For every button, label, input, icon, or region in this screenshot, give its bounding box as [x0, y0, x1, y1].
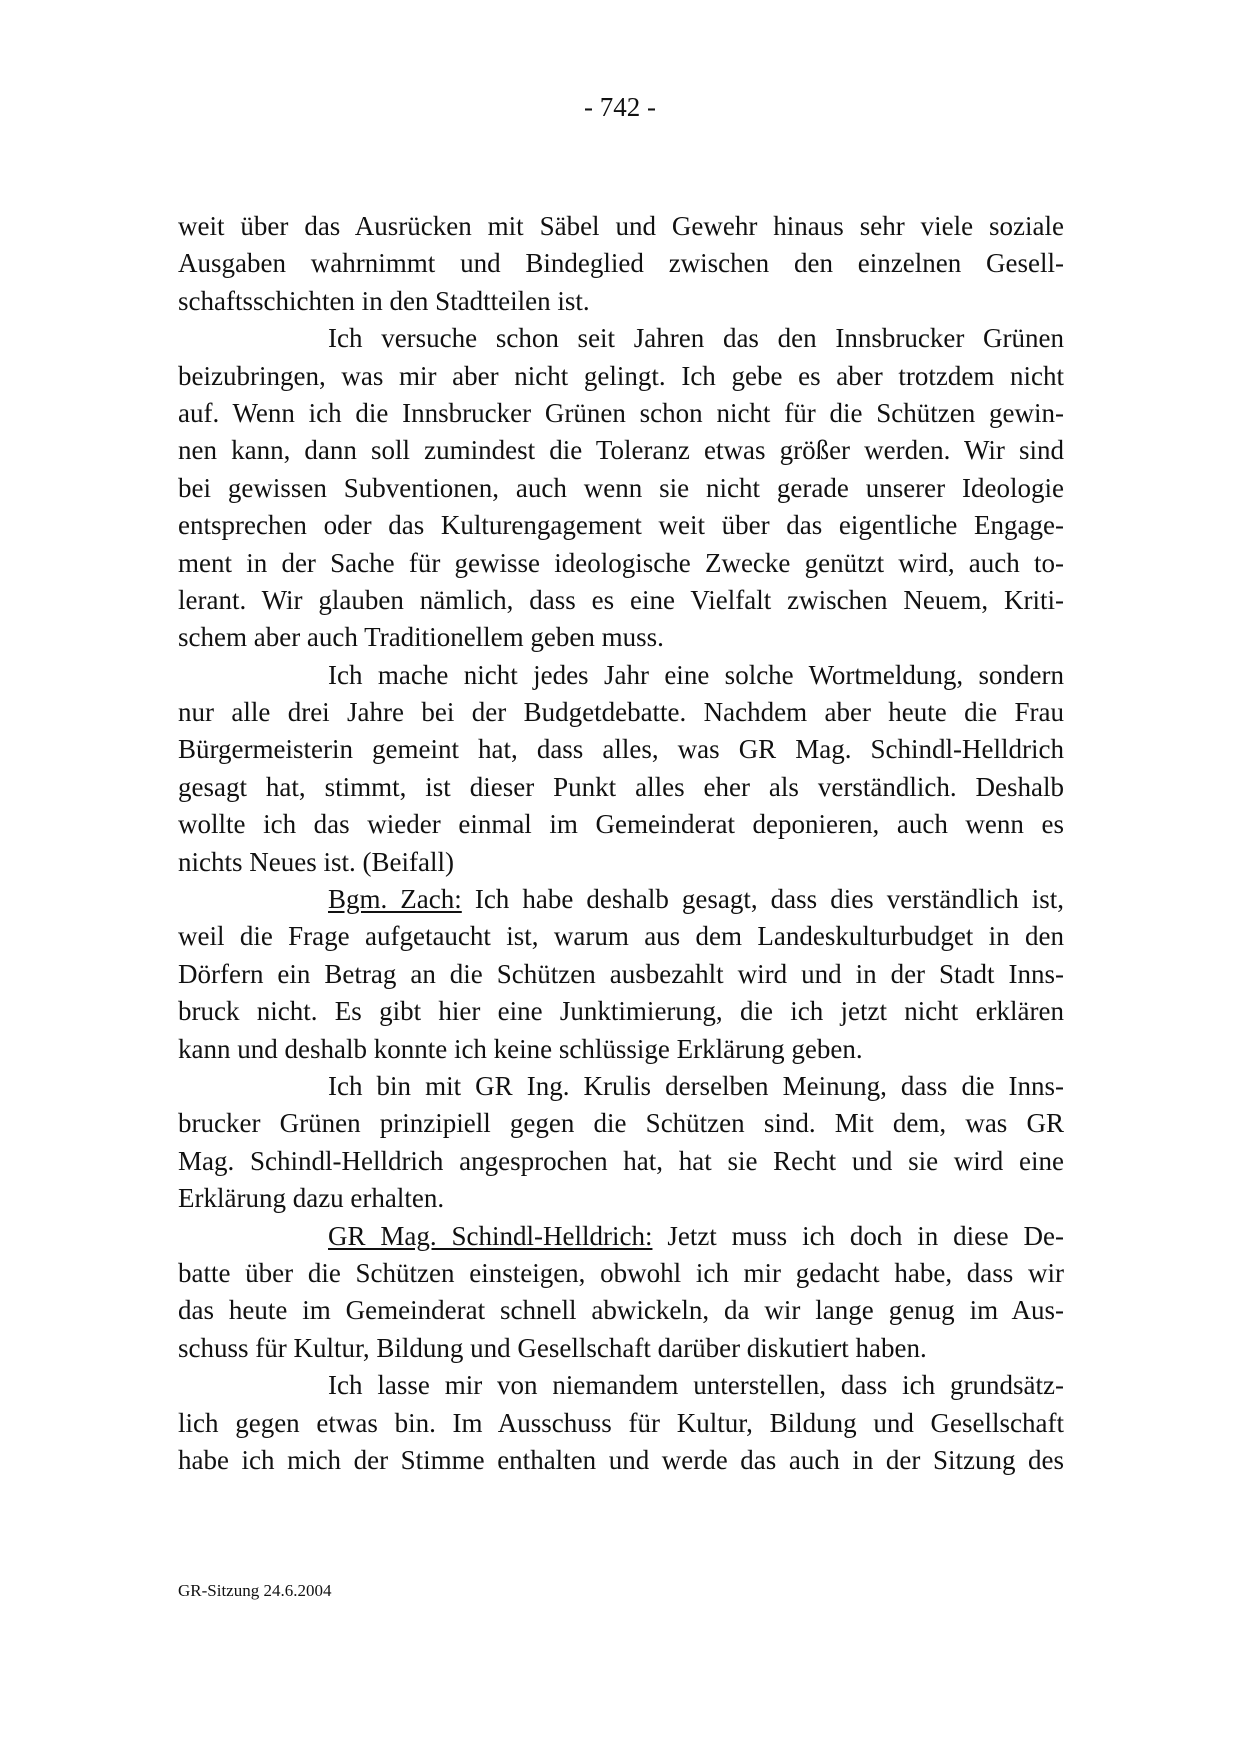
- text-line: [178, 1218, 1064, 1255]
- text-line: [178, 245, 1064, 282]
- line-text: Jetzt muss ich doch in diese De-: [652, 1220, 1064, 1251]
- line-text: weit über das Ausrücken mit Säbel und Gewehr hinaus sehr viele soziale: [178, 211, 1064, 241]
- text-line: [178, 358, 1064, 395]
- text-line: [178, 208, 1064, 245]
- line-text: auf. Wenn ich die Innsbrucker Grünen schon nicht für die Schützen gewin-: [178, 397, 1064, 428]
- line-text: brucker Grünen prinzipiell gegen die Schützen sind. Mit dem, was GR: [178, 1108, 1064, 1139]
- speaker-name: Bgm. Zach:: [328, 884, 462, 915]
- speaker-name: GR Mag. Schindl-Helldrich:: [328, 1220, 653, 1251]
- text-line: [178, 1255, 1064, 1292]
- text-line: [178, 881, 1064, 918]
- line-text: Dörfern ein Betrag an die Schützen ausbezahlt wird und in der Stadt Inns-: [178, 958, 1064, 989]
- text-line: [178, 731, 1064, 768]
- text-line: [178, 694, 1064, 731]
- text-line: [178, 1367, 1064, 1404]
- line-text: Ich lasse mir von niemandem unterstellen, dass ich grundsätz-: [328, 1370, 1064, 1401]
- text-line: [178, 993, 1064, 1030]
- text-line: [178, 1143, 1064, 1180]
- paragraph: [178, 320, 1064, 657]
- line-text: Mag. Schindl-Helldrich angesprochen hat, hat sie Recht und sie wird eine: [178, 1145, 1064, 1176]
- line-text: habe ich mich der Stimme enthalten und werde das auch in der Sitzung des: [178, 1444, 1064, 1475]
- text-line: [178, 507, 1064, 544]
- paragraph: [178, 657, 1064, 881]
- text-line: [178, 545, 1064, 582]
- paragraph: [178, 1218, 1064, 1368]
- line-text: bruck nicht. Es gibt hier eine Junktimierung, die ich jetzt nicht erklären: [178, 996, 1064, 1027]
- text-line: [178, 844, 1064, 881]
- line-text: nur alle drei Jahre bei der Budgetdebatte. Nachdem aber heute die Frau: [178, 697, 1064, 728]
- text-line: [178, 1031, 1064, 1068]
- paragraph: [178, 208, 1064, 320]
- line-text: nen kann, dann soll zumindest die Toleranz etwas größer werden. Wir sind: [178, 435, 1064, 466]
- line-text: weil die Frage aufgetaucht ist, warum aus dem Landeskulturbudget in den: [178, 921, 1064, 952]
- line-text: schem aber auch Traditionellem geben muss.: [178, 622, 664, 653]
- line-text: nichts Neues ist. (Beifall): [178, 846, 454, 877]
- line-text: Ausgaben wahrnimmt und Bindeglied zwischen den einzelnen Gesell-: [178, 248, 1064, 279]
- text-line: [178, 470, 1064, 507]
- text-line: [178, 1292, 1064, 1329]
- document-body: [178, 208, 1064, 1479]
- paragraph: [178, 1068, 1064, 1218]
- footer-session-date: GR-Sitzung 24.6.2004: [178, 1581, 332, 1600]
- line-text: beizubringen, was mir aber nicht gelingt. Ich gebe es aber trotzdem nicht: [178, 360, 1064, 391]
- text-line: [178, 582, 1064, 619]
- line-text: ment in der Sache für gewisse ideologische Zwecke genützt wird, auch to-: [178, 547, 1064, 578]
- text-line: [178, 806, 1064, 843]
- text-line: [178, 1405, 1064, 1442]
- text-line: [178, 956, 1064, 993]
- line-text: kann und deshalb konnte ich keine schlüssige Erklärung geben.: [178, 1033, 863, 1064]
- text-line: [178, 432, 1064, 469]
- text-line: [178, 1442, 1064, 1479]
- text-line: [178, 1105, 1064, 1142]
- page-number: - 742 -: [584, 92, 656, 122]
- text-line: [178, 619, 1064, 656]
- line-text: bei gewissen Subventionen, auch wenn sie nicht gerade unserer Ideologie: [178, 472, 1064, 503]
- paragraph: [178, 1367, 1064, 1479]
- line-text: Ich mache nicht jedes Jahr eine solche Wortmeldung, sondern: [328, 659, 1064, 690]
- line-text: gesagt hat, stimmt, ist dieser Punkt alles eher als verständlich. Deshalb: [178, 771, 1064, 802]
- line-text: schuss für Kultur, Bildung und Gesellschaft darüber diskutiert haben.: [178, 1332, 927, 1363]
- line-text: Ich bin mit GR Ing. Krulis derselben Meinung, dass die Inns-: [328, 1070, 1064, 1101]
- text-line: [178, 657, 1064, 694]
- paragraph: [178, 881, 1064, 1068]
- line-text: Bürgermeisterin gemeint hat, dass alles, was GR Mag. Schindl-Helldrich: [178, 734, 1064, 765]
- text-line: [178, 1068, 1064, 1105]
- text-line: [178, 283, 1064, 320]
- text-line: [178, 1330, 1064, 1367]
- text-line: [178, 1180, 1064, 1217]
- line-text: Ich versuche schon seit Jahren das den Innsbrucker Grünen: [328, 323, 1064, 354]
- line-text: Ich habe deshalb gesagt, dass dies verständlich ist,: [461, 884, 1064, 915]
- text-line: [178, 320, 1064, 357]
- line-text: lerant. Wir glauben nämlich, dass es eine Vielfalt zwischen Neuem, Kriti-: [178, 584, 1064, 615]
- line-text: das heute im Gemeinderat schnell abwickeln, da wir lange genug im Aus-: [178, 1295, 1064, 1326]
- line-text: Erklärung dazu erhalten.: [178, 1183, 445, 1214]
- text-line: [178, 769, 1064, 806]
- text-line: [178, 918, 1064, 955]
- line-text: entsprechen oder das Kulturengagement weit über das eigentliche Engage-: [178, 510, 1064, 541]
- text-line: [178, 395, 1064, 432]
- line-text: schaftsschichten in den Stadtteilen ist.: [178, 285, 590, 316]
- line-text: lich gegen etwas bin. Im Ausschuss für Kultur, Bildung und Gesellschaft: [178, 1407, 1064, 1438]
- line-text: wollte ich das wieder einmal im Gemeinderat deponieren, auch wenn es: [178, 809, 1064, 840]
- line-text: batte über die Schützen einsteigen, obwohl ich mir gedacht habe, dass wir: [178, 1257, 1064, 1288]
